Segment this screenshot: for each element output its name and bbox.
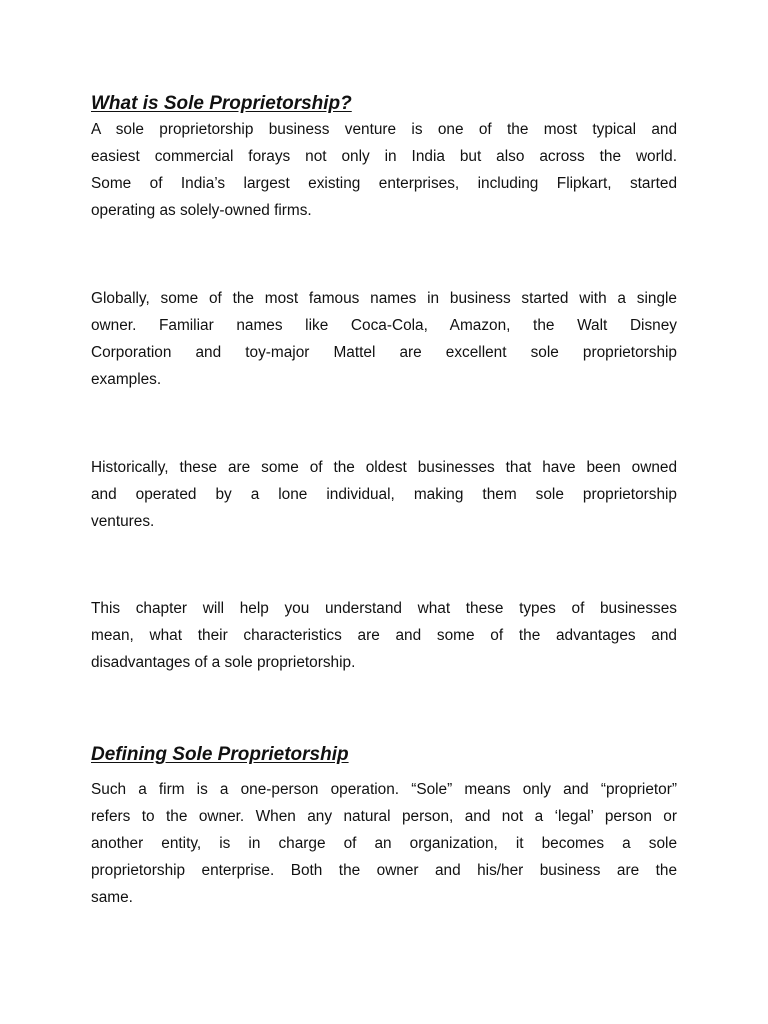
text-line: ventures. xyxy=(91,513,155,530)
text-line: another entity, is in charge of an organization, it becomes a sole xyxy=(91,835,677,852)
paragraph-chapter xyxy=(91,595,677,676)
text-line: A sole proprietorship business venture is one of the most typical and xyxy=(91,121,677,138)
text-line: examples. xyxy=(91,371,162,388)
paragraph-intro xyxy=(91,116,677,224)
section-heading-defining: Defining Sole Proprietorship xyxy=(91,744,349,765)
text-line: disadvantages of a sole proprietorship. xyxy=(91,654,356,671)
text-line: proprietorship enterprise. Both the owner and his/her business are the xyxy=(91,862,677,879)
text-line: refers to the owner. When any natural person, and not a ‘legal’ person or xyxy=(91,808,677,825)
text-line: Such a firm is a one-person operation. “Sole” means only and “proprietor” xyxy=(91,781,677,798)
paragraph-definition xyxy=(91,776,677,911)
text-line: operating as solely-owned firms. xyxy=(91,202,312,219)
text-line: easiest commercial forays not only in India but also across the world. xyxy=(91,148,677,165)
text-line: Globally, some of the most famous names in business started with a single xyxy=(91,290,677,307)
text-line: owner. Familiar names like Coca-Cola, Amazon, the Walt Disney xyxy=(91,317,677,334)
text-line: Corporation and toy-major Mattel are excellent sole proprietorship xyxy=(91,344,677,361)
text-line: same. xyxy=(91,889,133,906)
text-line: This chapter will help you understand what these types of businesses xyxy=(91,600,677,617)
paragraph-historically xyxy=(91,454,677,535)
text-line: Some of India’s largest existing enterprises, including Flipkart, started xyxy=(91,175,677,192)
text-line: and operated by a lone individual, making them sole proprietorship xyxy=(91,486,677,503)
section-heading-what-is: What is Sole Proprietorship? xyxy=(91,93,352,114)
text-line: Historically, these are some of the oldest businesses that have been owned xyxy=(91,459,677,476)
text-line: mean, what their characteristics are and some of the advantages and xyxy=(91,627,677,644)
paragraph-global xyxy=(91,285,677,393)
